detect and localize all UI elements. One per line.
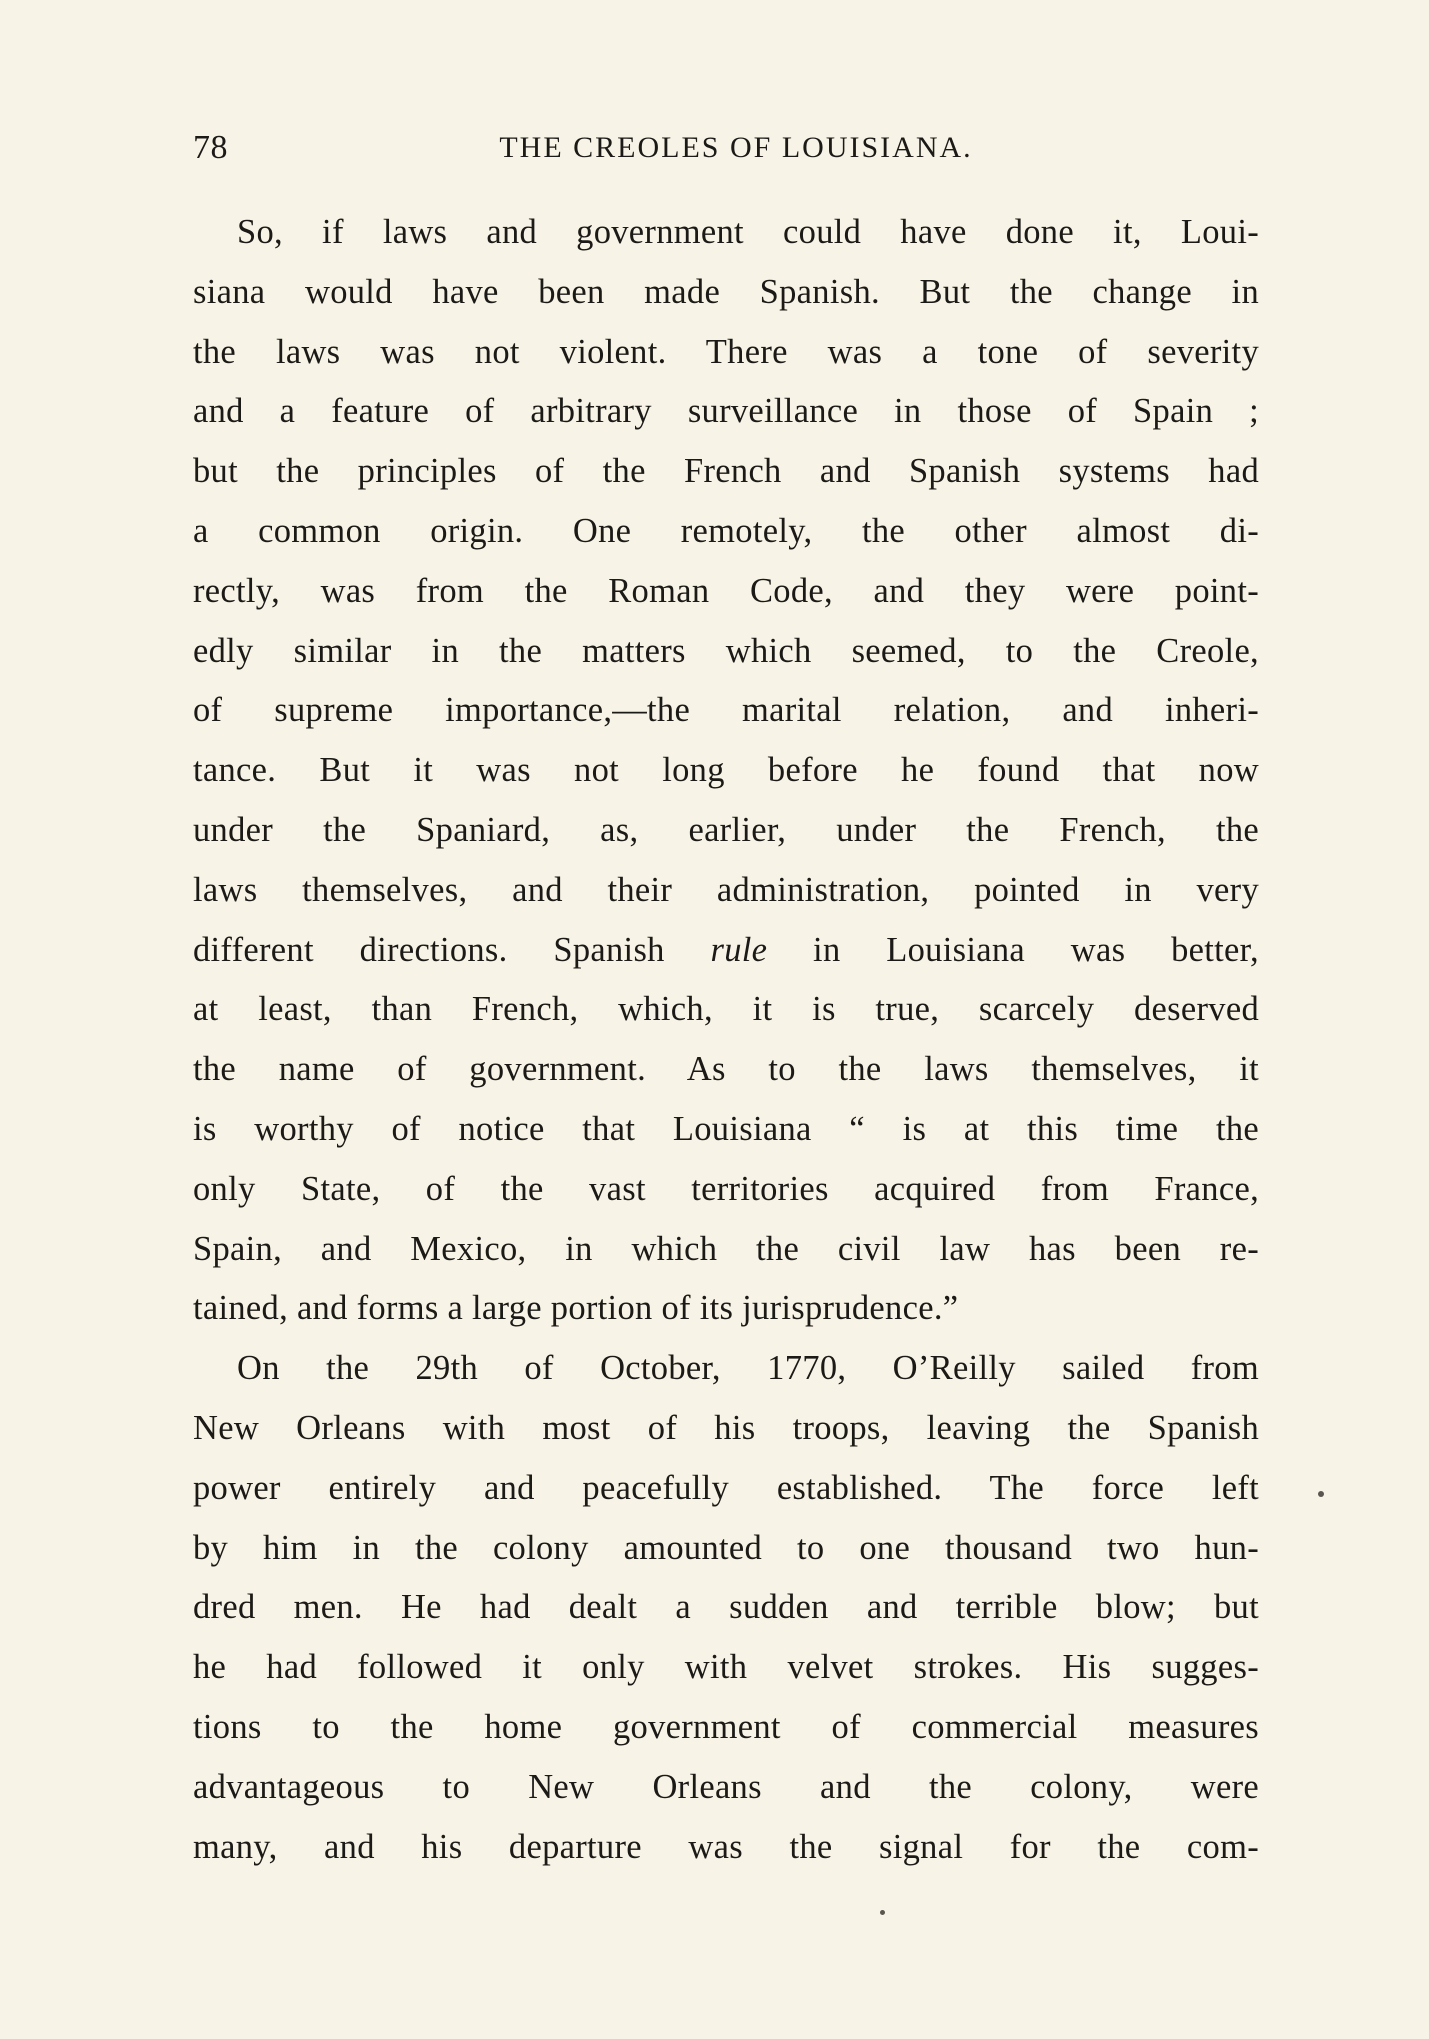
italic-word: rule	[710, 930, 768, 969]
text-line: advantageous to New Orleans and the colony, were	[193, 1767, 1259, 1806]
text-line: many, and his departure was the signal for the com-	[193, 1827, 1259, 1866]
text-line: tance. But it was not long before he found that now	[193, 751, 1259, 790]
text-line: the name of government. As to the laws themselves, it	[193, 1050, 1259, 1089]
text-line: the laws was not violent. There was a tone of severity	[193, 332, 1259, 371]
text-line: but the principles of the French and Spanish systems had	[193, 452, 1259, 491]
text-line: rectly, was from the Roman Code, and they were point-	[193, 571, 1259, 610]
page-header	[193, 126, 1259, 170]
scan-speck	[1318, 1491, 1324, 1497]
text-segment: in Louisiana was better,	[767, 930, 1259, 969]
text-line: dred men. He had dealt a sudden and terrible blow; but	[193, 1588, 1259, 1627]
text-line: So, if laws and government could have done it, Loui-	[237, 213, 1259, 251]
text-line: a common origin. One remotely, the other almost di-	[193, 511, 1259, 550]
text-line: On the 29th of October, 1770, O’Reilly sailed from	[237, 1349, 1259, 1388]
text-line: laws themselves, and their administration, pointed in very	[193, 870, 1259, 909]
text-line: New Orleans with most of his troops, leaving the Spanish	[193, 1408, 1259, 1447]
text-segment: different directions. Spanish	[193, 930, 711, 969]
text-line: Spain, and Mexico, in which the civil law has been re-	[193, 1229, 1259, 1268]
running-head: THE CREOLES OF LOUISIANA.	[499, 131, 973, 164]
text-line: at least, than French, which, it is true, scarcely deserved	[193, 990, 1259, 1029]
text-line	[193, 921, 1259, 981]
text-line: by him in the colony amounted to one thousand two hun-	[193, 1528, 1259, 1567]
text-line: power entirely and peacefully established. The force left	[193, 1468, 1259, 1507]
text-line: he had followed it only with velvet strokes. His sugges-	[193, 1648, 1259, 1687]
text-line: of supreme importance,—the marital relation, and inheri-	[193, 691, 1259, 730]
text-line: edly similar in the matters which seemed, to the Creole,	[193, 631, 1259, 670]
text-line: only State, of the vast territories acquired from France,	[193, 1169, 1259, 1208]
page-number: 78	[193, 129, 228, 166]
text-line: under the Spaniard, as, earlier, under the French, the	[193, 810, 1259, 849]
text-line: tions to the home government of commercial measures	[193, 1707, 1259, 1746]
scan-speck	[880, 1910, 885, 1915]
text-line: tained, and forms a large portion of its jurisprudence.”	[193, 1289, 959, 1328]
text-line: siana would have been made Spanish. But the change in	[193, 272, 1259, 311]
body-text	[193, 203, 1259, 1877]
text-line: is worthy of notice that Louisiana “ is at this time the	[193, 1109, 1259, 1148]
text-line: and a feature of arbitrary surveillance in those of Spain ;	[193, 392, 1259, 431]
